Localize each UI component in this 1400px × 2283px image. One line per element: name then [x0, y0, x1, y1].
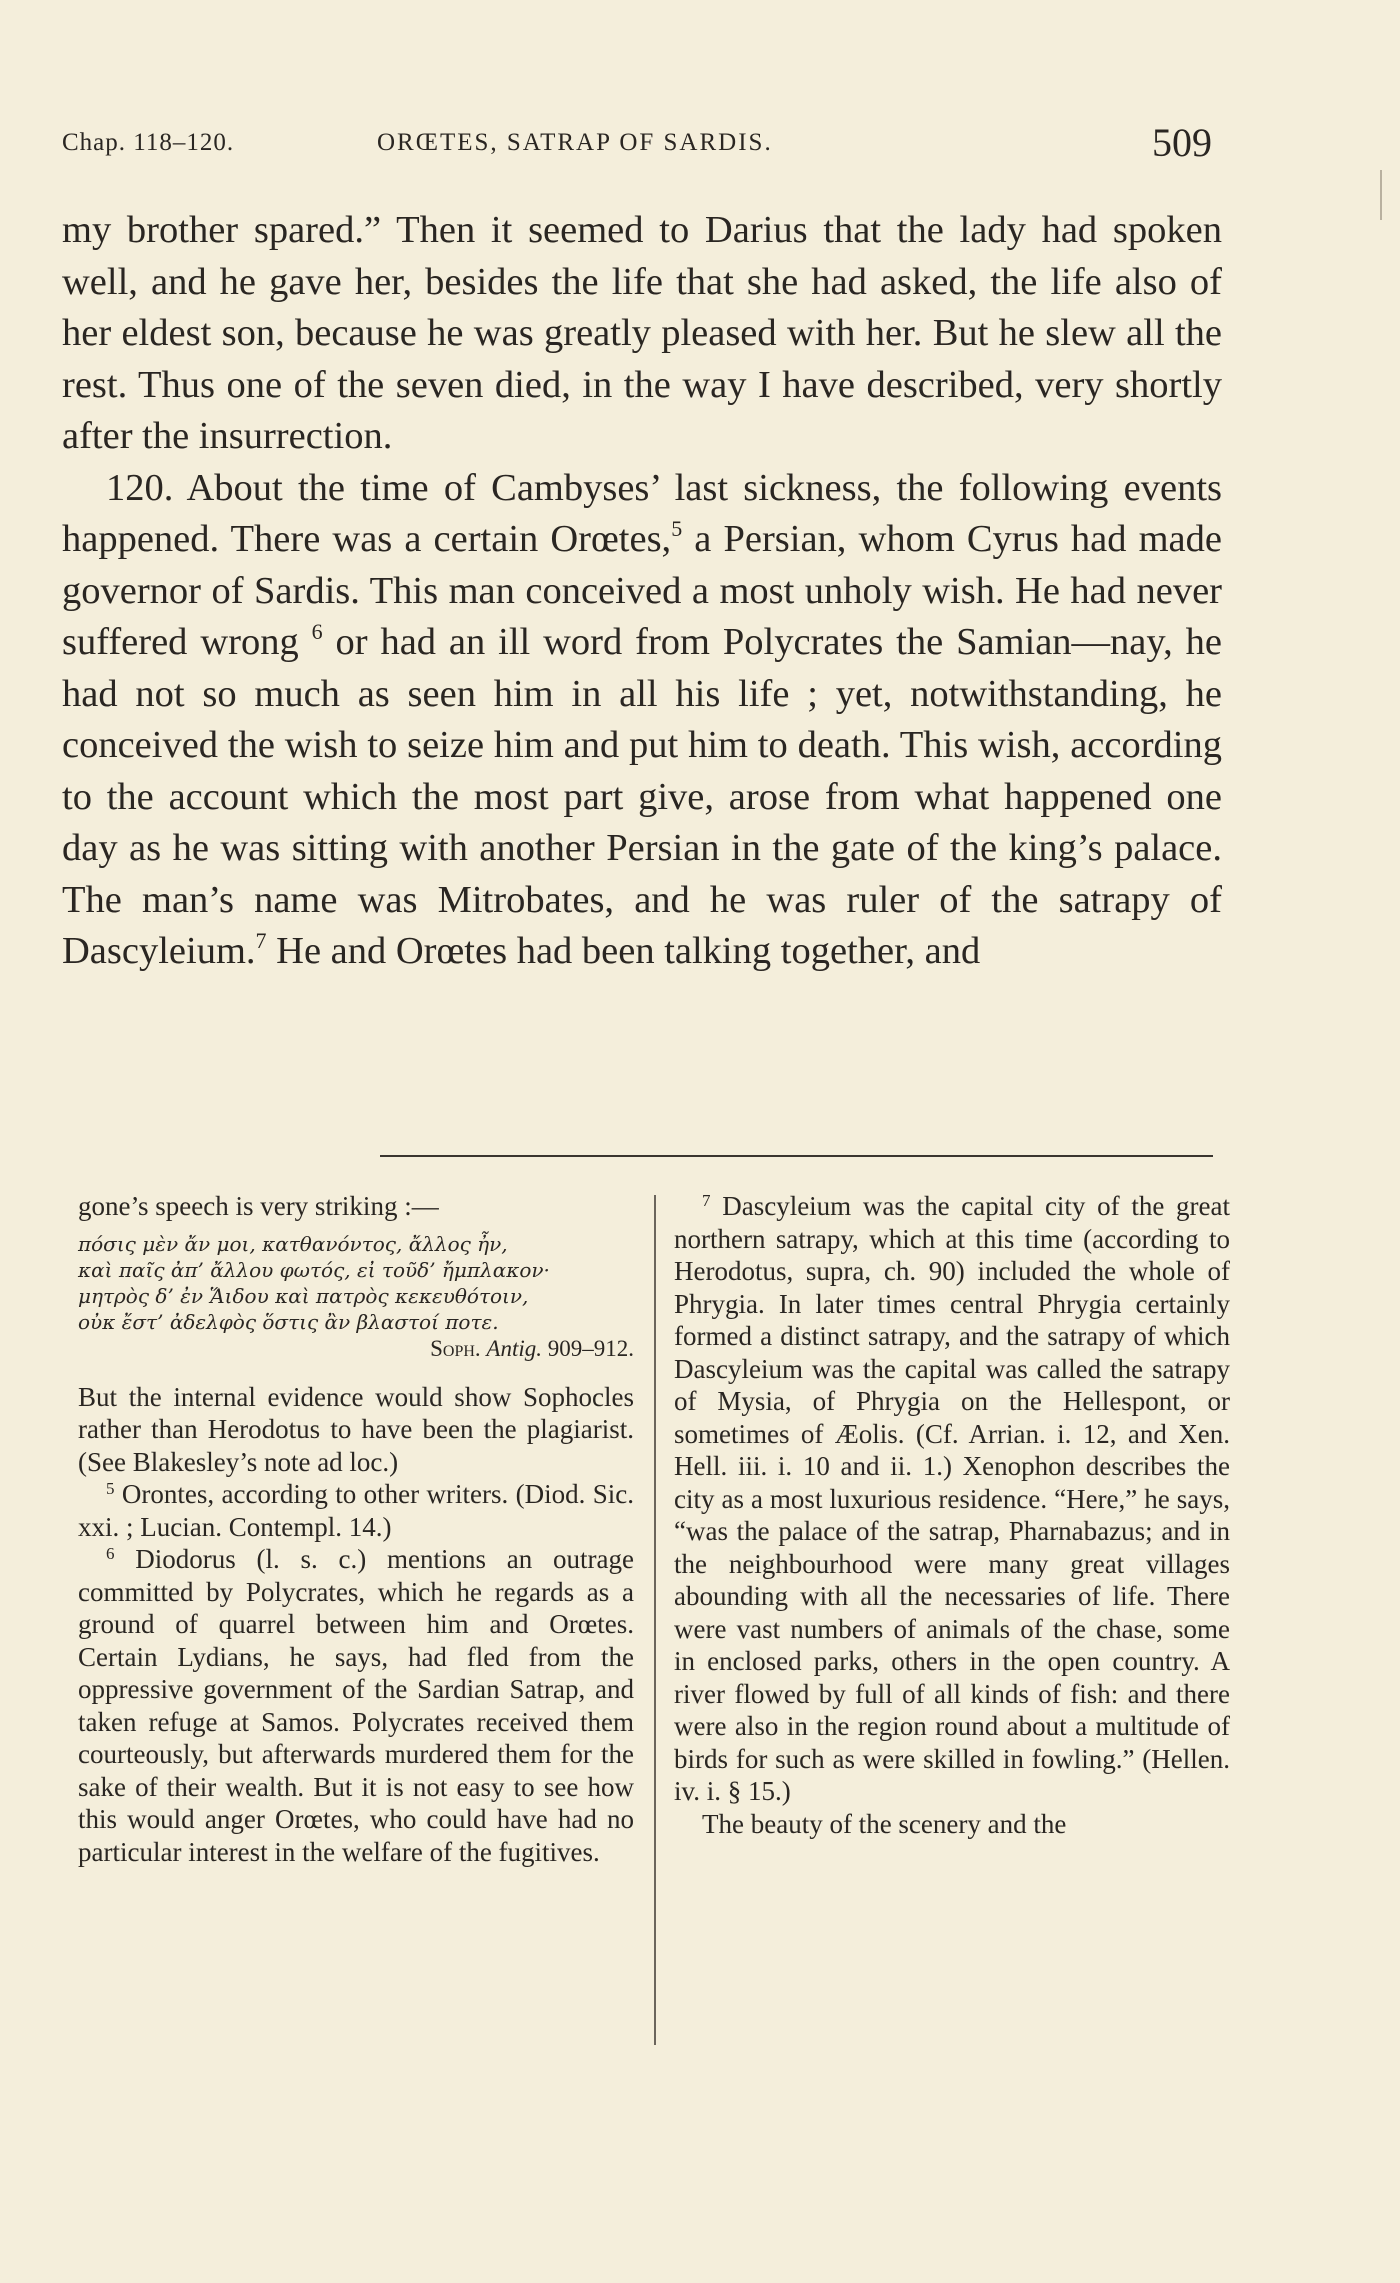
footnotes-left-column — [78, 1190, 634, 1868]
paragraph-120 — [62, 463, 1222, 978]
paragraph-120-part-a: 120. About the time of Cambyses’ last sickness, the following events happened. There was a certain Orœtes, — [62, 466, 1222, 560]
column-divider — [654, 1195, 656, 2045]
footnote-continuation-intro: gone’s speech is very striking :— — [78, 1191, 439, 1221]
citation-work: Antig. — [486, 1335, 542, 1361]
citation-author: Soph. — [430, 1335, 481, 1361]
footnote-7-text: Dascyleium was the capital city of the great northern satrapy, which at this time (according to Herodotus, supra, ch. 90) included the whole of Phrygia. In later times central Phrygia certainly formed a distinct satrapy, and the satrapy of which Dascyleium was the capital was called the satrapy of Mysia, of Phrygia on the Hellespont, or sometimes of Æolis. (Cf. Arrian. i. 12, and Xen. Hell. iii. i. 10 and ii. 1.) Xenophon describes the city as a most luxurious residence. “Here,” he says, “was the palace of the satrap, Pharnabazus; and in the neighbourhood were many great villages abounding with all the necessaries of life. There were vast numbers of animals of the chase, some in enclosed parks, others in the open country. A river flowed by full of all kinds of fish: and there were also in the region round about a multitude of birds for such as were skilled in fowling.” (Hellen. iv. i. § 15.) — [674, 1191, 1230, 1806]
footnote-5 — [78, 1478, 634, 1543]
chapter-range: Chap. 118–120. — [62, 129, 235, 156]
footnote-6-mark: 6 — [106, 1544, 115, 1563]
footnote-evidence-paragraph: But the internal evidence would show Sophocles rather than Herodotus to have been the plagiarist. (See Blakesley’s note ad loc.) — [78, 1381, 634, 1477]
greek-line: οὐκ ἔστ’ ἀδελφὸς ὅστις ἂν βλαστοί ποτε. — [78, 1309, 499, 1334]
greek-line: καὶ παῖς ἀπ’ ἄλλου φωτός, εἰ τοῦδ’ ἤμπλακον· — [78, 1257, 550, 1282]
greek-quotation — [78, 1231, 634, 1335]
footnote-separator-rule — [380, 1155, 1213, 1157]
paragraph-120-part-b: a Persian, whom Cyrus had made governor of Sardis. This man conceived a most unholy wish. He had never suffered wrong — [62, 518, 1222, 663]
footnote-7-continuation: The beauty of the scenery and the — [702, 1808, 1067, 1839]
footnote-5-mark: 5 — [106, 1479, 115, 1498]
footnote-ref-5[interactable]: 5 — [671, 516, 683, 541]
paragraph-continuation: my brother spared.” Then it seemed to Darius that the lady had spoken well, and he gave her, besides the life that she had asked, the life also of her eldest son, because he was greatly pleased with her. But he slew all the rest. Thus one of the seven died, in the way I have described, very shortly after the insurrection. — [62, 209, 1222, 457]
greek-line: μητρὸς δ’ ἐν Ἅιδου καὶ πατρὸς κεκευθότοιν, — [78, 1283, 529, 1308]
quotation-citation — [78, 1335, 634, 1363]
page-smudge — [1380, 170, 1392, 220]
footnote-5-text: Orontes, according to other writers. (Diod. Sic. xxi. ; Lucian. Contempl. 14.) — [78, 1479, 634, 1542]
footnote-ref-7[interactable]: 7 — [255, 928, 267, 953]
paragraph-120-part-d: He and Orœtes had been talking together, and — [266, 930, 981, 972]
running-title: ORŒTES, SATRAP OF SARDIS. — [377, 129, 773, 156]
running-header — [62, 115, 1222, 165]
footnote-6-text: Diodorus (l. s. c.) mentions an outrage committed by Polycrates, which he regards as a ground of quarrel between him and Orœtes. Certain Lydians, he says, had fled from the oppressive government of the Sardian Satrap, and taken refuge at Samos. Polycrates received them courteously, but afterwards murdered them for the sake of their wealth. But it is not easy to see how this would anger Orœtes, who could have had no particular interest in the welfare of the fugitives. — [78, 1544, 634, 1867]
main-body-text — [62, 205, 1222, 978]
footnote-7-mark: 7 — [702, 1191, 711, 1210]
footnote-ref-6[interactable]: 6 — [311, 619, 323, 644]
footnote-7 — [674, 1190, 1230, 1808]
citation-lines: 909–912. — [547, 1335, 634, 1361]
greek-line: πόσις μὲν ἄν μοι, κατθανόντος, ἄλλος ἦν, — [78, 1231, 508, 1256]
footnotes-right-column — [674, 1190, 1230, 1840]
paragraph-120-part-c: or had an ill word from Polycrates the Samian—nay, he had not so much as seen him in all his life ; yet, notwithstanding, he conceived the wish to seize him and put him to death. This wish, according to the account which the most part give, arose from what happened one day as he was sitting with another Persian in the gate of the king’s palace. The man’s name was Mitrobates, and he was ruler of the satrapy of Dascyleium. — [62, 621, 1222, 972]
page-number: 509 — [1152, 120, 1212, 165]
footnote-6 — [78, 1543, 634, 1868]
